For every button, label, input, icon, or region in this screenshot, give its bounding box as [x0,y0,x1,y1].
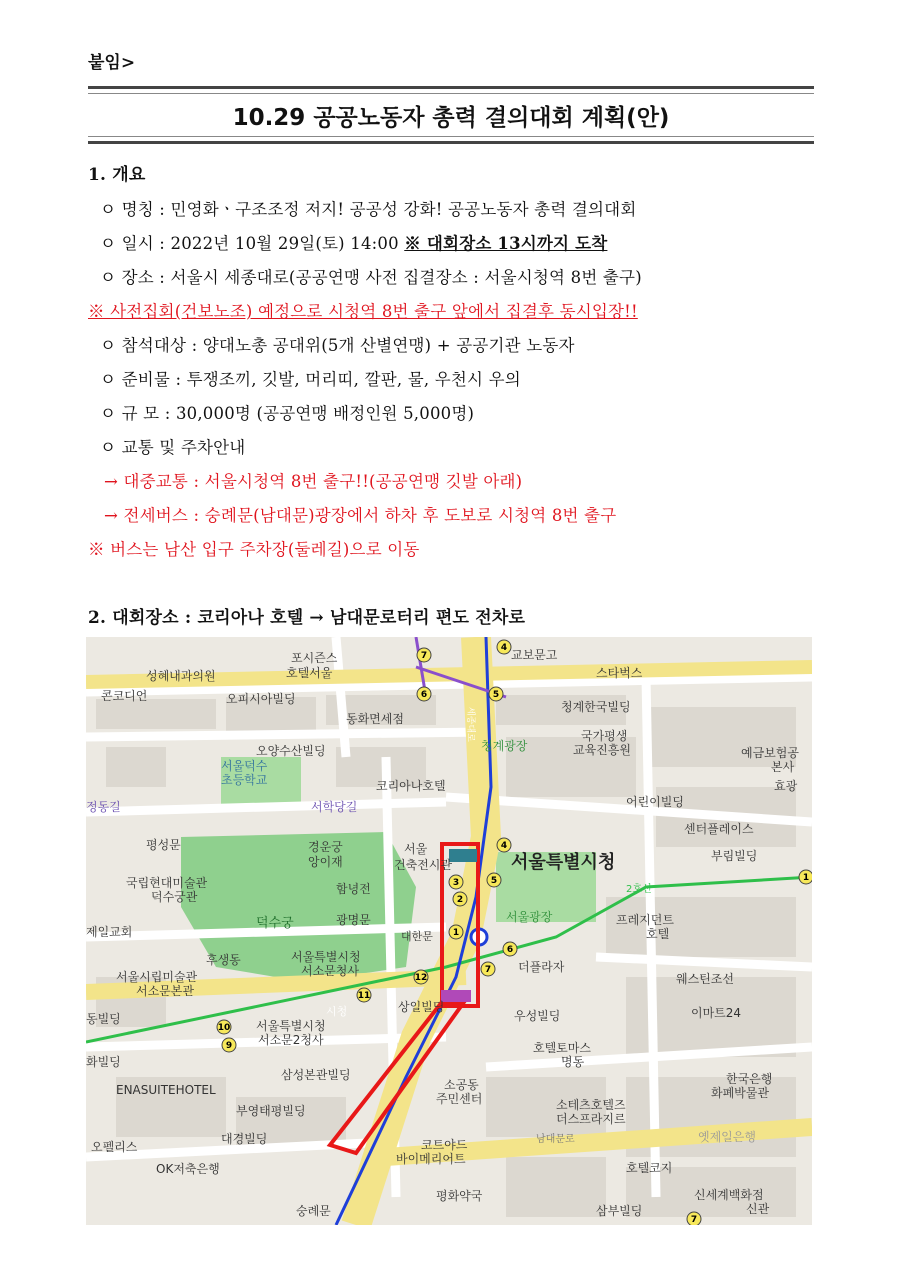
map-label: 서소문청사 [301,964,359,978]
svg-text:7: 7 [690,1215,698,1225]
map-label: 본사 [771,760,795,774]
event-date [100,230,607,254]
map-label: 함녕전 [336,882,371,896]
map-label: OK저축은행 [156,1162,220,1176]
map-label: 소공동 [444,1078,479,1092]
map-label: 서학당길 [311,800,358,814]
map-label: 효광 [774,779,798,793]
pre-rally-note: ※ 사전집회(건보노조) 예정으로 시청역 8번 출구 앞에서 집결후 동시입장!! [88,302,638,321]
section1-heading: 1. 개요 [88,165,146,185]
map-label: 세종대로 [465,707,475,742]
map-label: 성혜내과의원 [146,669,216,683]
svg-text:1: 1 [452,928,460,938]
scale: ㅇ 규 모 : 30,000명 (공공연맹 배정인원 5,000명) [100,404,475,423]
participants: ㅇ 참석대상 : 양대노총 공대위(5개 산별연맹) + 공공기관 노동자 [100,336,575,355]
svg-text:1: 1 [802,873,810,883]
map-label: 웨스틴조선 [676,972,734,986]
map-label: 건축전시관 [394,858,452,872]
map-canvas [86,637,812,1225]
map-label: 시청 [326,1005,348,1018]
map-label: 경운궁 [308,840,343,854]
svg-text:4: 4 [500,643,508,653]
route-end-marker [441,990,471,1002]
map-label: 정동길 [86,800,121,814]
map-label: 바이메리어트 [396,1152,466,1166]
svg-text:2: 2 [456,895,464,905]
map-label: 부영태평빌딩 [236,1104,306,1118]
map-label: 호텔서울 [286,666,333,680]
map-label: 동화면세점 [346,712,404,726]
map-label: 이마트24 [691,1006,742,1020]
map-label: 대한문 [401,930,433,943]
map-label: 서울특별시청 [511,852,616,873]
svg-text:4: 4 [500,841,508,851]
map-label: 교보문고 [511,648,558,662]
svg-text:12: 12 [414,973,428,983]
map-label: 앙이재 [308,855,343,869]
map-label: 덕수궁관 [151,890,198,904]
supplies: ㅇ 준비물 : 투쟁조끼, 깃발, 머리띠, 깔판, 물, 우천시 우의 [100,370,521,389]
map-label: 청계한국빌딩 [561,700,631,714]
map-label: 부림빌딩 [711,849,758,863]
map-label: 남대문로 [536,1134,575,1145]
map-label: 오피시아빌딩 [226,692,296,706]
map-label: 숭례문 [296,1204,331,1218]
map-label: 호텔 [646,927,670,941]
map-label: 덕수궁 [256,916,294,931]
map-label: 오양수산빌딩 [256,744,326,758]
map-label: ENASUITEHOTEL [116,1083,216,1097]
map-label: 예금보험공 [741,746,799,760]
map-label: 삼성본관빌딩 [281,1068,351,1082]
map-label: 국립현대미술관 [126,876,208,890]
map-label: 상일빌딩 [398,1000,445,1014]
map-label: 코트야드 [421,1138,468,1152]
map-label: 화빌딩 [86,1055,121,1069]
section2-heading: 2. 대회장소 : 코리아나 호텔 → 남대문로터리 편도 전차로 [88,608,526,628]
route-start-marker [449,849,477,862]
map-label: 서울 [404,842,428,856]
event-date-text: ㅇ 일시 : 2022년 10월 29일(토) 14:00 [100,234,405,253]
map-label: 서울시립미술관 [116,970,198,984]
map-label: 평성문 [146,838,181,852]
svg-text:6: 6 [506,945,514,955]
map-label: 서울광장 [506,910,553,924]
event-name: ㅇ 명칭 : 민영화ㆍ구조조정 저지! 공공성 강화! 공공노동자 총력 결의대회 [100,200,637,219]
svg-text:7: 7 [484,965,492,975]
svg-text:3: 3 [452,878,460,888]
arrival-note: ※ 대회장소 13시까지 도착 [404,234,608,253]
map-label: 서울덕수 [221,759,268,773]
map-label: 센터플레이스 [684,822,754,836]
map-label: 청계광장 [481,739,528,753]
attachment-label: 붙임> [88,53,136,73]
map-label: 후생동 [206,953,241,967]
map-label: 옛제일은행 [698,1130,756,1144]
map-label: 프레지던트 [616,913,674,927]
svg-text:9: 9 [225,1041,233,1051]
map-label: 주민센터 [436,1092,483,1106]
map-label: 소테츠호텔즈 [556,1098,626,1112]
map-label: 서울특별시청 [256,1019,326,1033]
map-label: 스타벅스 [596,666,643,680]
map-label: 우성빌딩 [514,1009,561,1023]
map-label: 명동 [561,1055,585,1069]
charter-bus: → 전세버스 : 숭례문(남대문)광장에서 하차 후 도보로 시청역 8번 출구 [104,506,617,525]
map-label: 신세계백화점 [694,1188,764,1202]
document-title: 10.29 공공노동자 총력 결의대회 계획(안) [88,93,814,137]
map-label: 삼부빌딩 [596,1204,643,1218]
map-label: 교육진흥원 [573,743,631,757]
title-box [88,86,814,144]
map-label: 호텔토마스 [533,1041,591,1055]
map-label: 서소문2청사 [258,1033,324,1047]
map-label: 더스프라지르 [556,1112,626,1126]
svg-text:5: 5 [490,876,498,886]
map-label: 코리아나호텔 [376,779,446,793]
event-place: ㅇ 장소 : 서울시 세종대로(공공연맹 사전 집결장소 : 서울시청역 8번 출구) [100,268,642,287]
map-label: 어린이빌딩 [626,795,684,809]
svg-text:5: 5 [492,690,500,700]
map-label: 동빌딩 [86,1012,121,1026]
map-label: 더플라자 [518,960,565,974]
public-transit: → 대중교통 : 서울시청역 8번 출구!!(공공연맹 깃발 아래) [104,472,523,491]
venue-map [86,637,812,1225]
map-label: 콘코디언 [101,689,148,703]
map-label: 신관 [746,1202,770,1216]
svg-text:7: 7 [420,651,428,661]
map-label: 대경빌딩 [221,1132,268,1146]
map-label: 서소문본관 [136,984,194,998]
svg-text:10: 10 [217,1023,231,1033]
map-label: 서울특별시청 [291,950,361,964]
map-label: 오펠리스 [91,1140,138,1154]
map-label: 포시즌스 [291,651,338,665]
svg-text:6: 6 [420,690,428,700]
map-label: 화폐박물관 [711,1086,769,1100]
transport-heading: ㅇ 교통 및 주차안내 [100,438,246,457]
map-label: 제일교회 [86,925,133,939]
bus-parking-note: ※ 버스는 남산 입구 주차장(둘레길)으로 이동 [88,540,420,559]
svg-text:11: 11 [357,991,371,1001]
map-label: 평화약국 [436,1189,483,1203]
map-label: 초등학교 [221,773,268,787]
map-label: 한국은행 [726,1072,773,1086]
map-label: 광명문 [336,913,371,927]
map-label: 호텔코지 [626,1161,673,1175]
map-label: 국가평생 [581,729,628,743]
map-label: 2호선 [626,884,652,895]
